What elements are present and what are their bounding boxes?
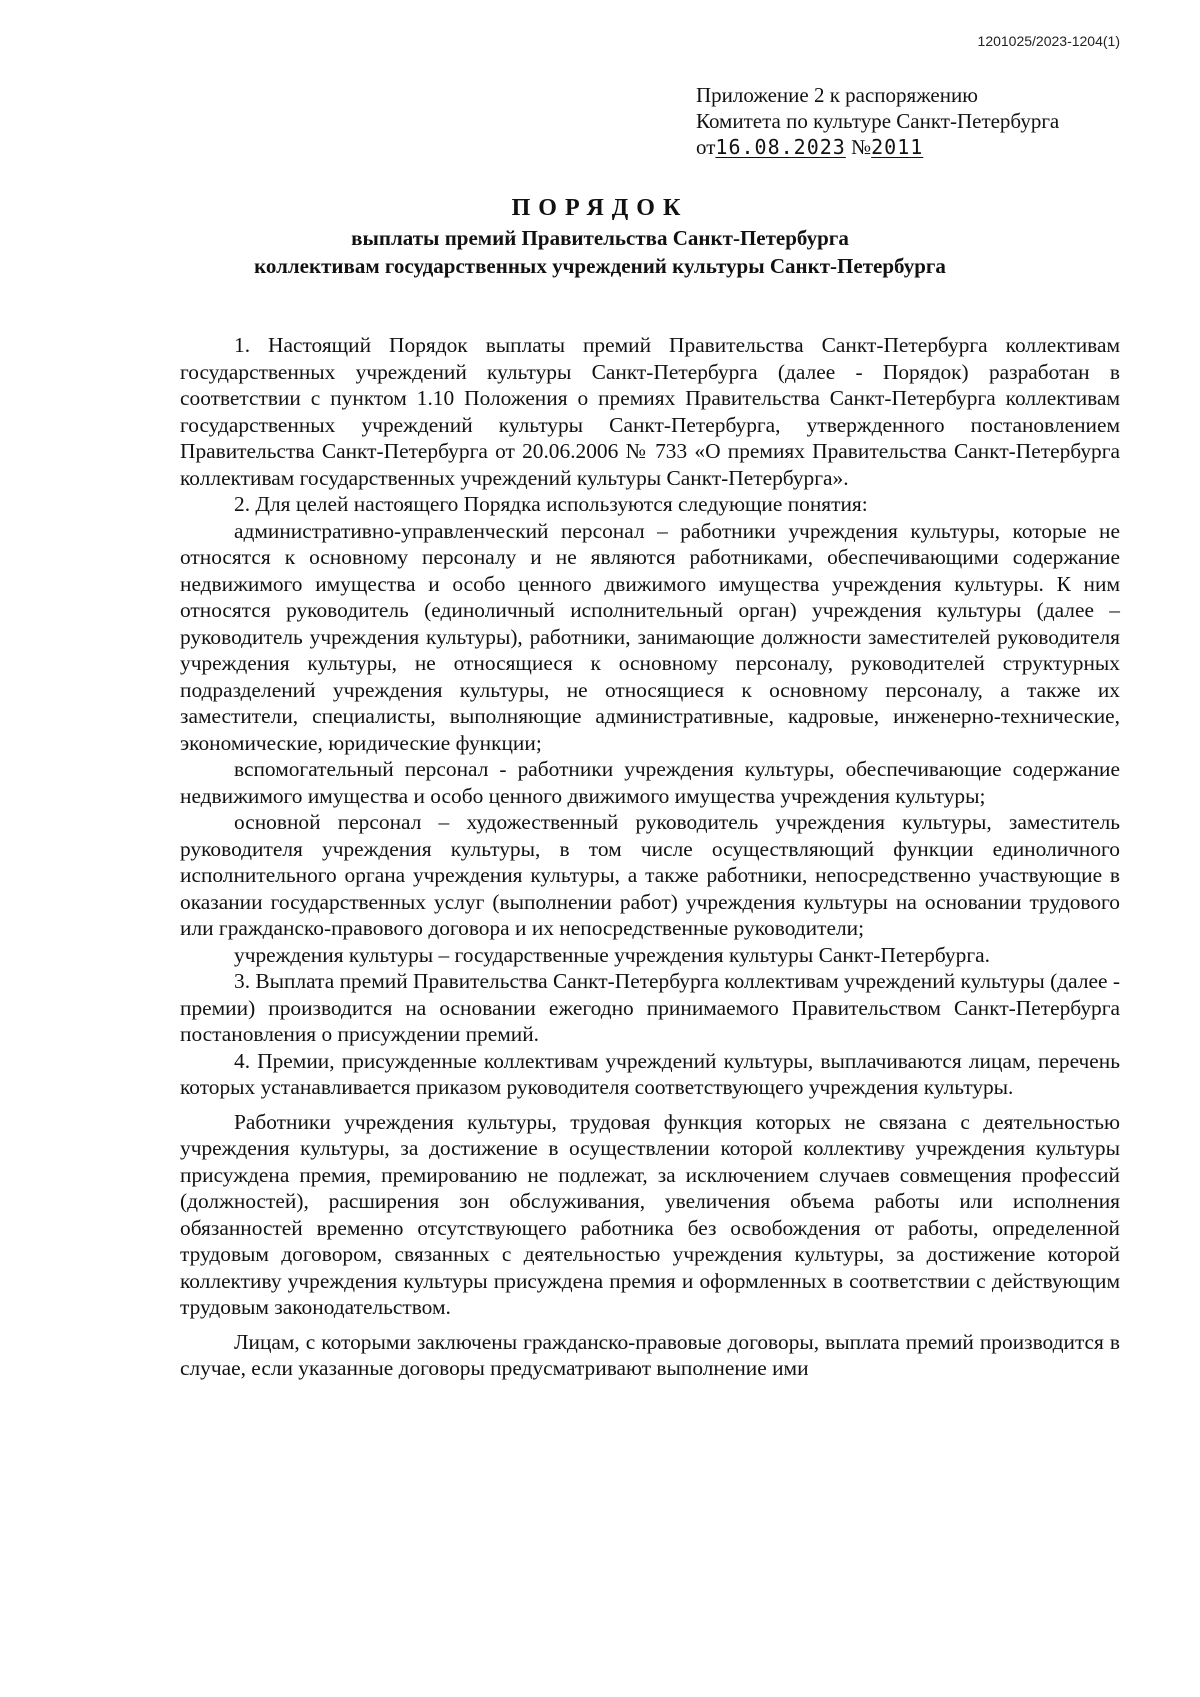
appendix-line-1: Приложение 2 к распоряжению xyxy=(696,83,978,107)
document-title xyxy=(0,192,1200,280)
handwritten-number: 2011 xyxy=(871,135,924,159)
document-id: 1201025/2023-1204(1) xyxy=(977,33,1120,49)
paragraph-5: основной персонал – художественный руководитель учреждения культуры, заместитель руководителя учреждения культуры, в том числе осуществляющий функции единоличного исполнительного органа учреждения культуры, а также работники, непосредственно участвующие в оказании государственных услуг (выполнении работ) учреждения культуры на основании трудового или гражданско-правового договора и их непосредственные руководители; xyxy=(180,810,1120,940)
paragraph-3: административно-управленческий персонал – работники учреждения культуры, которые не относятся к основному персоналу и не являются работниками, обеспечивающими содержание недвижимого имущества и особо ценного движимого имущества учреждения культуры. К ним относятся руководитель (единоличный исполнительный орган) учреждения культуры (далее – руководитель учреждения культуры), работники, занимающие должности заместителей руководителя учреждения культуры, не относящиеся к основному персоналу, руководителей структурных подразделений учреждения культуры, не относящиеся к основному персоналу, а также их заместители, специалисты, выполняющие административные, кадровые, инженерно-технические, экономические, юридические функции; xyxy=(180,518,1120,755)
paragraph-6: учреждения культуры – государственные учреждения культуры Санкт-Петербурга. xyxy=(234,942,990,967)
title-main: ПОРЯДОК xyxy=(511,195,689,221)
title-subtitle-1: выплаты премий Правительства Санкт-Петербурга xyxy=(351,226,849,250)
paragraph-4: вспомогательный персонал - работники учреждения культуры, обеспечивающие содержание недвижимого имущества и особо ценного движимого имущества учреждения культуры; xyxy=(180,757,1120,808)
paragraph-2: 2. Для целей настоящего Порядка используются следующие понятия: xyxy=(234,492,868,516)
appendix-date-line xyxy=(696,134,1136,160)
paragraph-8: 4. Премии, присужденные коллективам учреждений культуры, выплачиваются лицам, перечень которых устанавливается приказом руководителя соответствующего учреждения культуры. xyxy=(180,1048,1120,1099)
title-subtitle-2: коллективам государственных учреждений культуры Санкт-Петербурга xyxy=(254,254,946,278)
appendix-header xyxy=(696,82,1136,160)
paragraph-1: 1. Настоящий Порядок выплаты премий Правительства Санкт-Петербурга коллективам государственных учреждений культуры Санкт-Петербурга (далее - Порядок) разработан в соответствии с пунктом 1.10 Положения о премиях Правительства Санкт-Петербурга коллективам государственных учреждений культуры Санкт-Петербурга, утвержденного постановлением Правительства Санкт-Петербурга от 20.06.2006 № 733 «О премиях Правительства Санкт-Петербурга коллективам государственных учреждений культуры Санкт-Петербурга». xyxy=(180,333,1120,490)
handwritten-date: 16.08.2023 xyxy=(715,135,846,159)
document-body xyxy=(180,332,1120,1382)
appendix-line-2: Комитета по культуре Санкт-Петербурга xyxy=(696,109,1060,133)
paragraph-7: 3. Выплата премий Правительства Санкт-Петербурга коллективам учреждений культуры (далее - премии) производится на основании ежегодно принимаемого Правительством Санкт-Петербурга постановления о присуждении премий. xyxy=(180,969,1120,1046)
number-prefix: № xyxy=(851,135,872,159)
paragraph-10: Лицам, с которыми заключены гражданско-правовые договоры, выплата премий производится в случае, если указанные договоры предусматривают выполнение ими xyxy=(180,1329,1120,1380)
paragraph-9: Работники учреждения культуры, трудовая функция которых не связана с деятельностью учреждения культуры, за достижение в осуществлении которой коллективу учреждения культуры присуждена премия, премированию не подлежат, за исключением случаев совмещения профессий (должностей), расширения зон обслуживания, увеличения объема работы или исполнения обязанностей временно отсутствующего работника без освобождения от работы, определенной трудовым договором, связанных с деятельностью учреждения культуры, за достижение которой коллективу учреждения культуры присуждена премия и оформленных в соответствии с действующим трудовым законодательством. xyxy=(180,1109,1120,1319)
date-prefix: от xyxy=(696,135,716,159)
